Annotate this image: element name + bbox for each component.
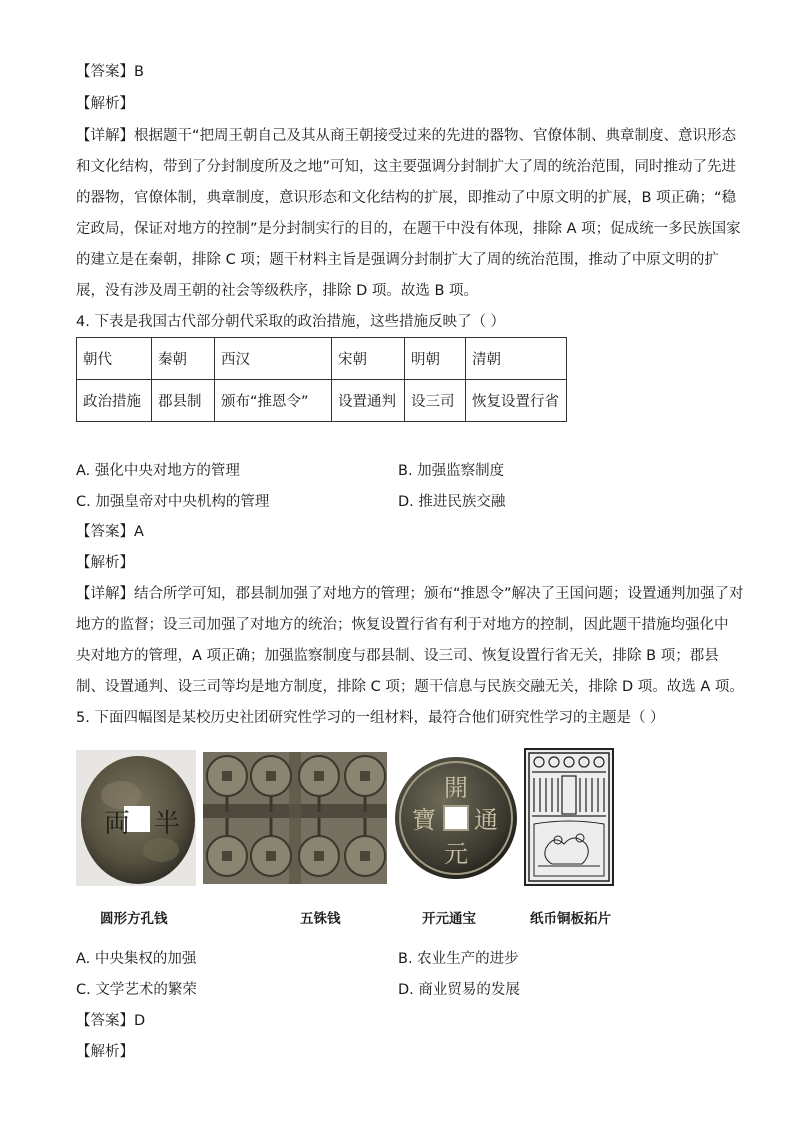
svg-text:寶: 寶 [412, 806, 436, 834]
q5-option-d: D. 商业贸易的发展 [398, 982, 520, 998]
wuzhu-mold-image [203, 752, 387, 884]
caption-paper-money: 纸币铜板拓片 [530, 911, 611, 927]
q3-analysis-label: 【解析】 [76, 96, 134, 112]
q3-detail-line-1: 【详解】根据题干“把周王朝自己及其从商王朝接受过来的先进的器物、官僚体制、典章制度、意识形态 [76, 128, 737, 144]
paper-money-plate-image [524, 748, 614, 886]
q5-analysis-label: 【解析】 [76, 1044, 134, 1060]
table-cell: 明朝 [405, 338, 466, 380]
policy-table [76, 337, 567, 422]
round-coin-image [76, 750, 196, 886]
svg-text:両: 両 [104, 809, 131, 839]
q4-option-b: B. 加强监察制度 [398, 463, 505, 479]
table-cell: 设置通判 [332, 380, 405, 422]
q5-option-c: C. 文学艺术的繁荣 [76, 982, 197, 998]
svg-text:通: 通 [474, 806, 498, 834]
q4-stem: 4. 下表是我国古代部分朝代采取的政治措施，这些措施反映了（ ） [76, 314, 506, 330]
q3-detail-line-3: 的器物，官僚体制，典章制度，意识形态和文化结构的扩展，即推动了中原文明的扩展，B 项正确；“稳 [76, 190, 737, 206]
table-cell: 恢复设置行省 [466, 380, 567, 422]
table-cell: 清朝 [466, 338, 567, 380]
q4-option-c: C. 加强皇帝对中央机构的管理 [76, 494, 270, 510]
q5-option-a: A. 中央集权的加强 [76, 951, 197, 967]
q4-analysis-label: 【解析】 [76, 555, 134, 571]
q3-detail-line-2: 和文化结构，带到了分封制度所及之地”可知，这主要强调分封制扩大了周的统治范围，同时推动了先进 [76, 159, 737, 175]
q4-detail-line-4: 制、设置通判、设三司等均是地方制度，排除 C 项；题干信息与民族交融无关，排除 D 项。故选 A 项。 [76, 679, 744, 695]
table-row [77, 380, 567, 422]
table-cell: 宋朝 [332, 338, 405, 380]
q5-option-b: B. 农业生产的进步 [398, 951, 519, 967]
q5-stem: 5. 下面四幅图是某校历史社团研究性学习的一组材料，最符合他们研究性学习的主题是（ ） [76, 710, 665, 726]
svg-text:元: 元 [444, 840, 468, 868]
svg-text:開: 開 [444, 774, 468, 802]
q4-detail-line-2: 地方的监督；设三司加强了对地方的统治；恢复设置行省有利于对地方的控制，因此题干措施均强化中 [76, 617, 729, 633]
table-cell: 朝代 [77, 338, 152, 380]
kaiyuan-coin-image [394, 754, 518, 882]
table-cell: 设三司 [405, 380, 466, 422]
q4-answer: 【答案】A [76, 524, 144, 540]
q5-answer: 【答案】D [76, 1013, 146, 1029]
q3-detail-line-5: 的建立是在秦朝，排除 C 项；题干材料主旨是强调分封制扩大了周的统治范围，推动了中原文明的扩 [76, 252, 719, 268]
coin-mold-icon [203, 752, 387, 884]
q4-option-d: D. 推进民族交融 [398, 494, 506, 510]
q4-detail-line-3: 央对地方的管理，A 项正确；加强监察制度与郡县制、设三司、恢复设置行省无关，排除 B 项；郡县 [76, 648, 719, 664]
q3-answer: 【答案】B [76, 64, 144, 80]
caption-kaiyuan: 开元通宝 [422, 911, 476, 927]
table-cell: 西汉 [215, 338, 332, 380]
banliang-coin-icon [76, 750, 196, 886]
q4-option-a: A. 强化中央对地方的管理 [76, 463, 240, 479]
svg-text:半: 半 [154, 809, 181, 839]
table-row [77, 338, 567, 380]
q4-detail-line-1: 【详解】结合所学可知，郡县制加强了对地方的管理；颁布“推恩令”解决了王国问题；设置通判加强了对 [76, 586, 744, 602]
q3-detail-line-6: 展，没有涉及周王朝的社会等级秩序，排除 D 项。故选 B 项。 [76, 283, 479, 299]
table-cell: 郡县制 [152, 380, 215, 422]
table-cell: 政治措施 [77, 380, 152, 422]
caption-wuzhu: 五铢钱 [300, 911, 341, 927]
table-cell: 秦朝 [152, 338, 215, 380]
paper-money-rubbing-icon [524, 748, 614, 886]
caption-round-coin: 圆形方孔钱 [100, 911, 168, 927]
table-cell: 颁布“推恩令” [215, 380, 332, 422]
q3-detail-line-4: 定政局，保证对地方的控制”是分封制实行的目的，在题干中没有体现，排除 A 项；促成统一多民族国家 [76, 221, 741, 237]
kaiyuan-coin-icon [394, 754, 518, 882]
